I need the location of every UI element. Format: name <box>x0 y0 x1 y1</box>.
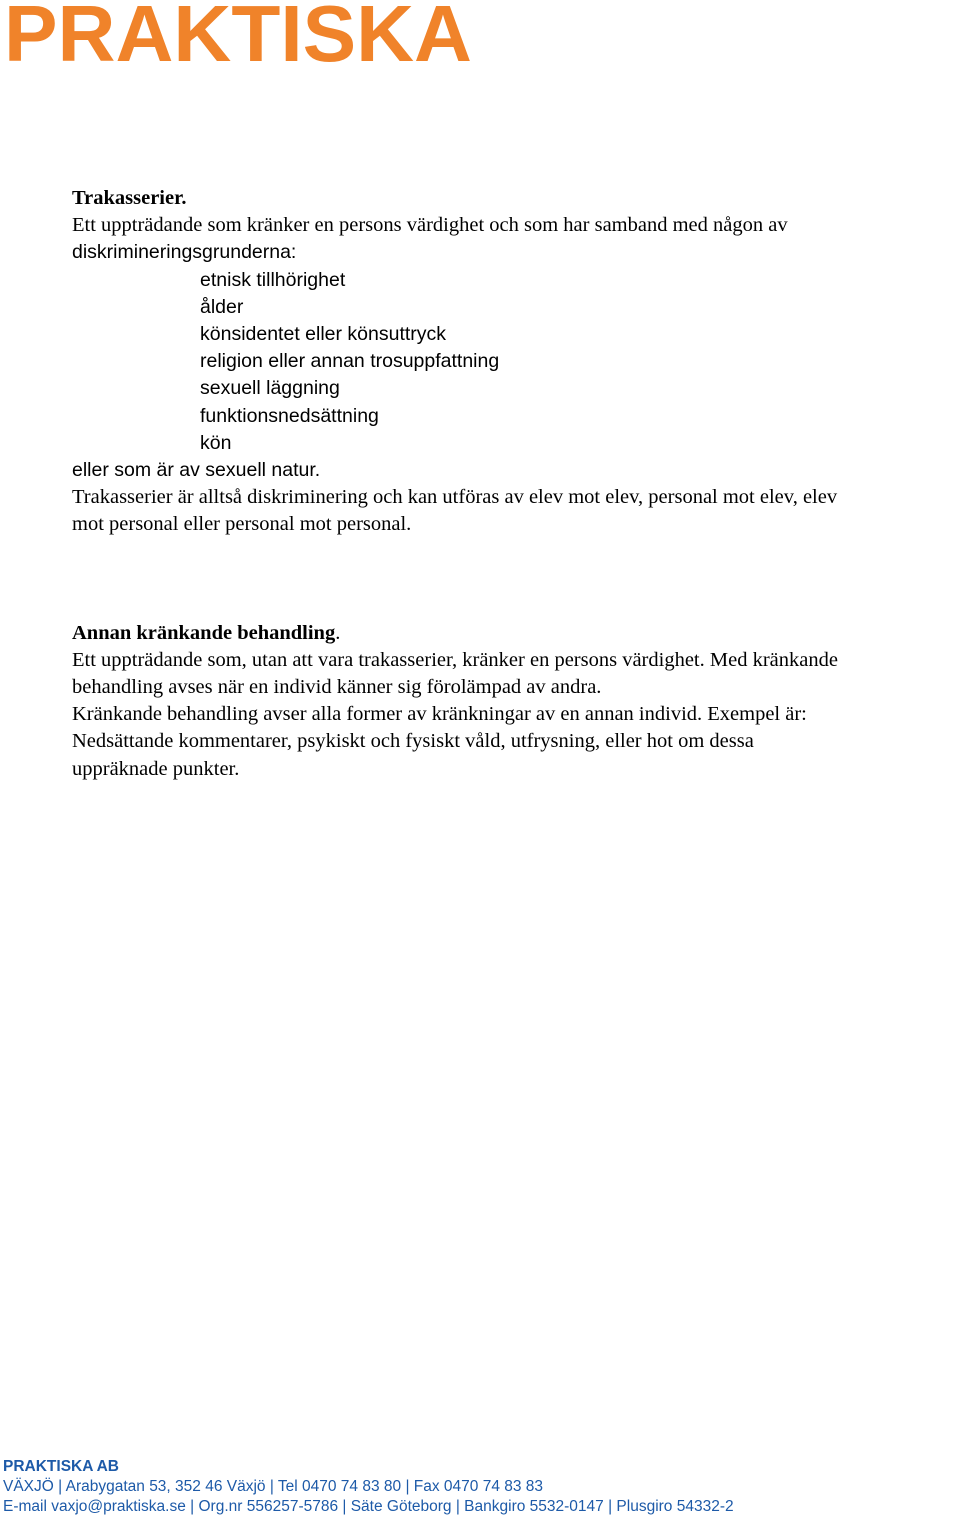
ground-item: kön <box>200 431 232 454</box>
heading-suffix: . <box>335 621 341 644</box>
krankande-line-5: uppräknade punkter. <box>72 757 240 780</box>
krankande-line-1: Ett uppträdande som, utan att vara trakasserier, kränker en persons värdighet. Med kränkande <box>72 648 838 671</box>
intro-line-2: diskrimineringsgrunderna: <box>72 241 297 264</box>
heading-trakasserier: Trakasserier. <box>72 187 187 209</box>
krankande-line-2: behandling avses när en individ känner sig förolämpad av andra. <box>72 676 602 699</box>
heading-annan-krankande-behandling <box>72 620 960 647</box>
ground-item: ålder <box>200 295 244 318</box>
document-body <box>72 185 960 783</box>
section-spacer <box>72 539 960 620</box>
logo-text: PRAKTISKA <box>4 0 472 66</box>
ground-item: sexuell läggning <box>200 377 340 400</box>
ground-item: etnisk tillhörighet <box>200 268 346 291</box>
grounds-list <box>72 267 960 457</box>
footer-company: PRAKTISKA AB <box>3 1458 119 1475</box>
praktiska-logo <box>4 0 474 66</box>
krankande-line-3: Kränkande behandling avser alla former av kränkningar av en annan individ. Exempel är: <box>72 703 807 726</box>
footer-contact-line: E-mail vaxjo@praktiska.se | Org.nr 556257-5786 | Säte Göteborg | Bankgiro 5532-0147 | Plusgiro 54332-2 <box>3 1498 734 1515</box>
ground-item: religion eller annan trosuppfattning <box>200 350 500 373</box>
ground-item: funktionsnedsättning <box>200 404 379 427</box>
trakasserier-paragraph-line-1: Trakasserier är alltså diskriminering och kan utföras av elev mot elev, personal mot elev, elev <box>72 486 838 509</box>
krankande-line-4: Nedsättande kommentarer, psykiskt och fysiskt våld, utfrysning, eller hot om dessa <box>72 730 754 753</box>
intro-line-1: Ett uppträdande som kränker en persons värdighet och som har samband med någon av <box>72 214 788 237</box>
ground-item: könsidentet eller könsuttryck <box>200 323 447 346</box>
trakasserier-paragraph-line-2: mot personal eller personal mot personal. <box>72 513 412 536</box>
grounds-closing: eller som är av sexuell natur. <box>72 459 321 482</box>
page-footer <box>3 1457 960 1517</box>
footer-address-line: VÄXJÖ | Arabygatan 53, 352 46 Växjö | Tel 0470 74 83 80 | Fax 0470 74 83 83 <box>3 1478 544 1495</box>
heading-text: Annan kränkande behandling <box>72 621 336 644</box>
